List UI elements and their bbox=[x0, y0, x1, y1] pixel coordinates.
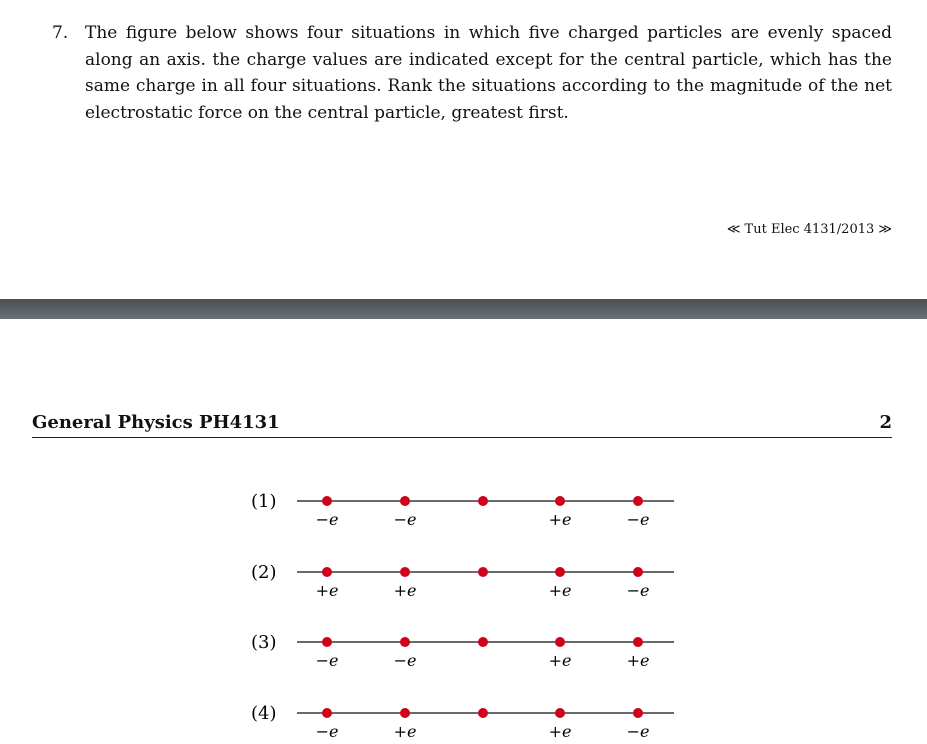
charge-label: +e bbox=[548, 510, 572, 529]
particle bbox=[633, 567, 643, 577]
footer-note: ≪ Tut Elec 4131/2013 ≫ bbox=[726, 222, 892, 237]
situation-label: (3) bbox=[251, 632, 277, 653]
charge-label: +e bbox=[548, 651, 572, 670]
charge-label: +e bbox=[393, 581, 417, 600]
particle bbox=[633, 708, 643, 718]
central-particle bbox=[478, 496, 488, 506]
situation-3 bbox=[251, 632, 674, 670]
particle bbox=[555, 567, 565, 577]
particle bbox=[400, 708, 410, 718]
central-particle bbox=[478, 567, 488, 577]
charge-label: −e bbox=[315, 722, 339, 741]
situation-1 bbox=[251, 491, 674, 529]
charge-label: −e bbox=[626, 722, 650, 741]
situation-label: (1) bbox=[251, 491, 277, 512]
charge-label: −e bbox=[393, 651, 417, 670]
particle bbox=[555, 708, 565, 718]
particle bbox=[400, 637, 410, 647]
charge-label: +e bbox=[315, 581, 339, 600]
problem-text: The figure below shows four situations in which five charged particles are evenly spaced along an axis. the charge values are indicated except for the central particle, which has the same charge in all four situations. Rank the situations according to the magnitude of the net electrostatic force on the central particle, greatest first. bbox=[85, 23, 892, 123]
particle bbox=[633, 496, 643, 506]
page-top bbox=[0, 0, 927, 300]
charge-label: −e bbox=[626, 510, 650, 529]
page-number: 2 bbox=[879, 412, 892, 433]
central-particle bbox=[478, 708, 488, 718]
particle bbox=[555, 637, 565, 647]
situation-label: (4) bbox=[251, 703, 277, 724]
charge-label: −e bbox=[315, 510, 339, 529]
particle bbox=[633, 637, 643, 647]
particle bbox=[400, 496, 410, 506]
charge-label: +e bbox=[548, 722, 572, 741]
problem-number: 7. bbox=[52, 23, 69, 43]
situation-label: (2) bbox=[251, 562, 277, 583]
problem-7 bbox=[52, 20, 892, 126]
particle bbox=[322, 567, 332, 577]
header-title: General Physics PH4131 bbox=[32, 412, 280, 433]
particle bbox=[555, 496, 565, 506]
charge-label: +e bbox=[626, 651, 650, 670]
charge-label: −e bbox=[315, 651, 339, 670]
situation-2 bbox=[251, 562, 674, 600]
charges-figure bbox=[240, 478, 700, 744]
particle bbox=[322, 637, 332, 647]
particle bbox=[400, 567, 410, 577]
particle bbox=[322, 496, 332, 506]
charge-label: −e bbox=[626, 581, 650, 600]
page-separator bbox=[0, 299, 927, 319]
charge-label: +e bbox=[393, 722, 417, 741]
page-header bbox=[32, 412, 892, 438]
particle bbox=[322, 708, 332, 718]
situation-4 bbox=[251, 703, 674, 741]
charge-label: +e bbox=[548, 581, 572, 600]
central-particle bbox=[478, 637, 488, 647]
charge-label: −e bbox=[393, 510, 417, 529]
